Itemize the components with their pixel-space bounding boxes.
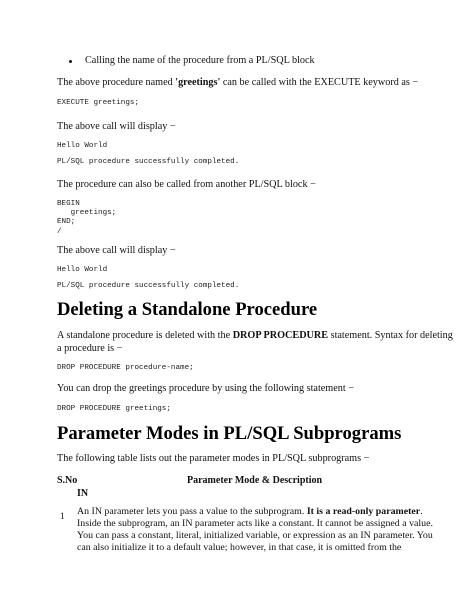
bullet-item-text: Calling the name of the procedure from a PL/SQL block: [85, 55, 315, 66]
section-heading-parameter-modes: Parameter Modes in PL/SQL Subprograms: [57, 423, 402, 444]
procedure-name-bold: 'greetings': [175, 77, 221, 88]
output-line-1: Hello World: [57, 266, 108, 274]
section-heading-delete: Deleting a Standalone Procedure: [57, 299, 318, 320]
table-header-sno: S.No: [57, 475, 78, 486]
code-execute: EXECUTE greetings;: [57, 99, 140, 107]
code-drop-syntax: DROP PROCEDURE procedure-name;: [57, 364, 194, 372]
paragraph-text: can be called with the EXECUTE keyword as −: [220, 77, 419, 88]
code-block-call: BEGIN greetings; END; /: [57, 200, 117, 236]
table-cell-description-line-4: can also initialize it to a default value; however, in that case, it is omitted from the: [77, 542, 402, 553]
description-bold: It is a read-only parameter: [306, 506, 421, 517]
output-line-2: PL/SQL procedure successfully completed.: [57, 282, 240, 290]
table-cell-mode-in: IN: [77, 488, 89, 499]
paragraph-delete-line-2: a procedure is −: [57, 343, 123, 354]
description-text: An IN parameter lets you pass a value to the subprogram.: [77, 506, 307, 517]
table-cell-description-line-3: You can pass a constant, literal, initialized variable, or expression as an IN parameter. You: [77, 530, 433, 541]
paragraph-text: A standalone procedure is deleted with the: [57, 330, 233, 341]
table-header-mode: Parameter Mode & Description: [187, 475, 323, 486]
table-cell-sno: 1: [60, 512, 65, 522]
output-line-1: Hello World: [57, 142, 108, 150]
paragraph-text: statement. Syntax for deleting: [328, 330, 453, 341]
bullet-point-icon: [69, 60, 72, 63]
code-drop-greetings: DROP PROCEDURE greetings;: [57, 405, 171, 413]
paragraph-block-call: The procedure can also be called from another PL/SQL block −: [57, 179, 316, 190]
description-text: .: [420, 506, 423, 517]
paragraph-drop-greetings: You can drop the greetings procedure by using the following statement −: [57, 383, 354, 394]
table-cell-description-line-1: [77, 506, 423, 518]
keyword-bold: DROP PROCEDURE: [232, 330, 329, 341]
paragraph-display-2: The above call will display −: [57, 245, 176, 256]
paragraph-display-1: The above call will display −: [57, 121, 176, 132]
paragraph-text: The above procedure named: [57, 77, 176, 88]
paragraph-delete-line-1: [57, 330, 453, 341]
paragraph-parameter-modes: The following table lists out the parameter modes in PL/SQL subprograms −: [57, 453, 370, 464]
paragraph-execute: [57, 77, 418, 88]
output-line-2: PL/SQL procedure successfully completed.: [57, 158, 240, 166]
table-cell-description-line-2: Inside the subprogram, an IN parameter acts like a constant. It cannot be assigned a value.: [77, 518, 433, 529]
